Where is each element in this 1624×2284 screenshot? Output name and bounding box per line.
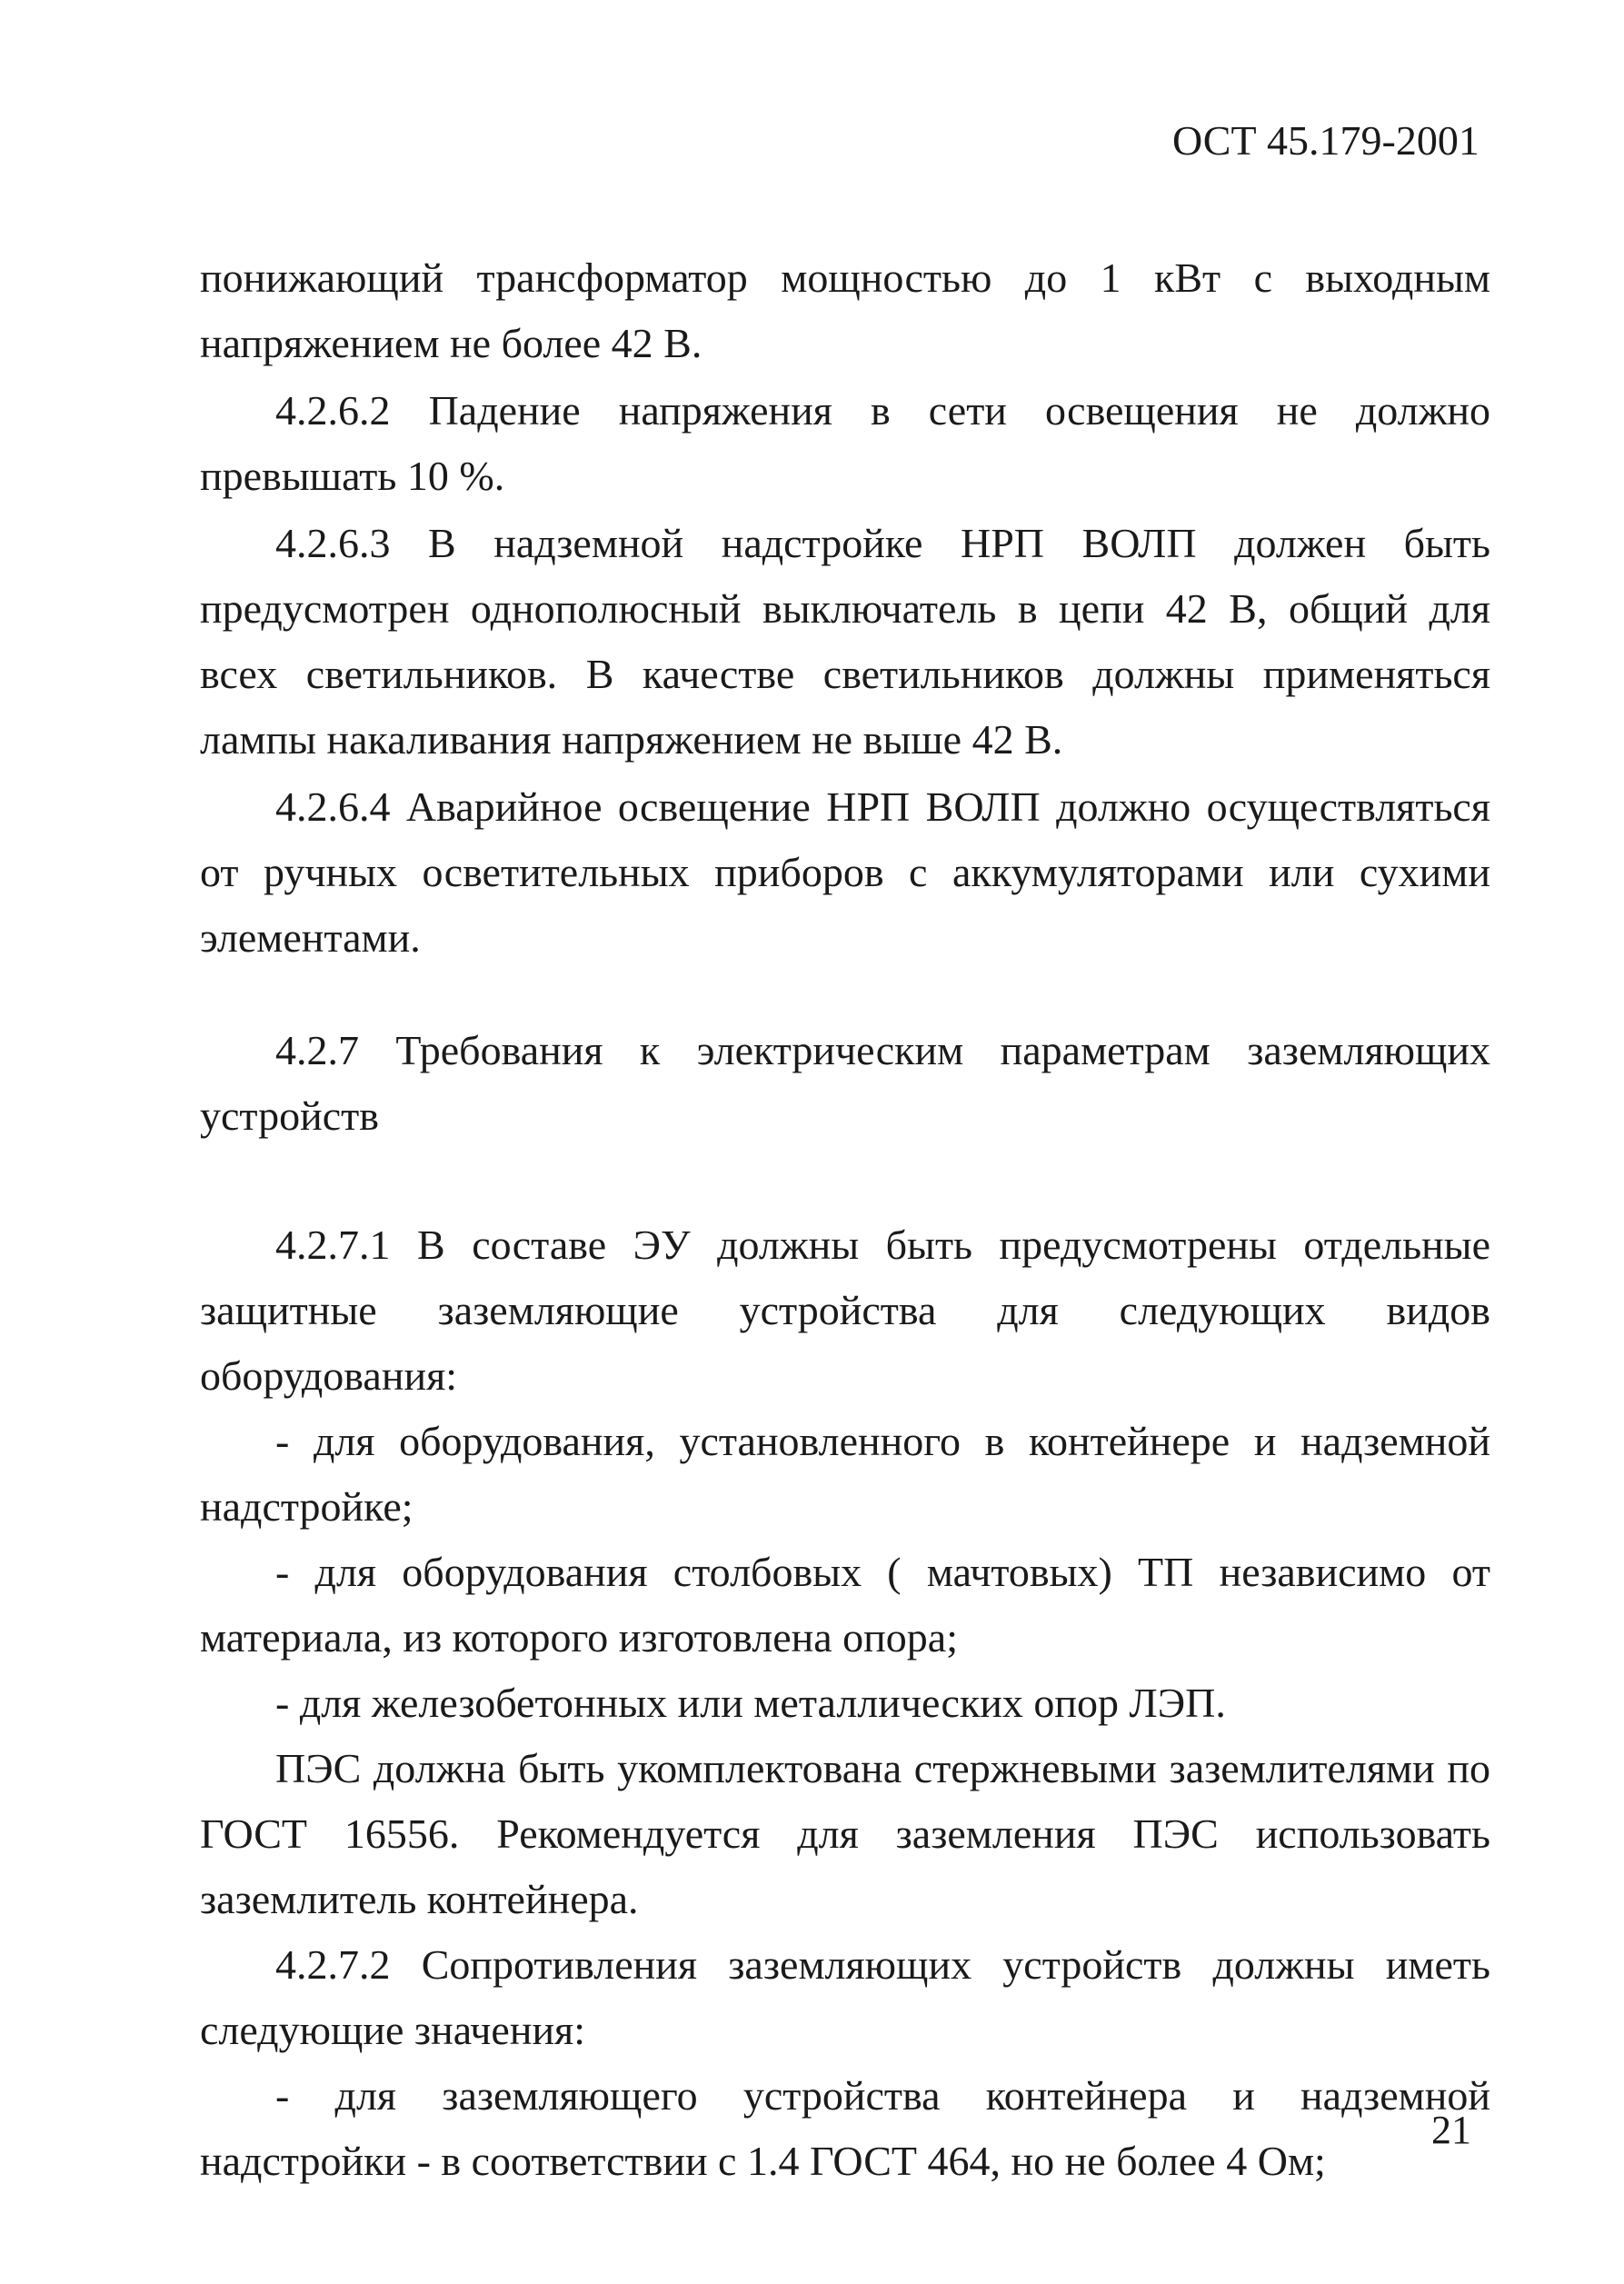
list-item: - для заземляющего устройства контейнера и надземной надстройки - в соответствии с 1.4 ГОСТ 464, но не более 4 Ом; bbox=[200, 2072, 1490, 2184]
list-item: - для оборудования столбовых ( мачтовых) ТП независимо от материала, из которого изготовлена опора; bbox=[200, 1549, 1490, 1661]
list-item: - для оборудования, установленного в контейнере и надземной надстройке; bbox=[200, 1418, 1490, 1530]
section-heading-4-2-7: 4.2.7 Требования к электрическим параметрам заземляющих устройств bbox=[200, 1027, 1490, 1139]
paragraph-pes-grounding: ПЭС должна быть укомплектована стержневыми заземлителями по ГОСТ 16556. Рекомендуется для заземления ПЭС использовать заземлитель контейнера. bbox=[200, 1745, 1490, 1922]
paragraph-4-2-6-4: 4.2.6.4 Аварийное освещение НРП ВОЛП должно осуществляться от ручных осветительных приборов с аккумуляторами или сухими элементами. bbox=[200, 783, 1490, 961]
document-code: ОСТ 45.179-2001 bbox=[1172, 117, 1480, 164]
page-body bbox=[200, 245, 1490, 2194]
page-number: 21 bbox=[1431, 2108, 1471, 2152]
paragraph-4-2-7-2: 4.2.7.2 Сопротивления заземляющих устройств должны иметь следующие значения: bbox=[200, 1941, 1490, 2053]
paragraph-4-2-6-3: 4.2.6.3 В надземной надстройке НРП ВОЛП должен быть предусмотрен однополюсный выключатель в цепи 42 В, общий для всех светильников. В качестве светильников должны применяться лампы накаливания напряжением не выше 42 В. bbox=[200, 520, 1490, 763]
list-item: - для железобетонных или металлических опор ЛЭП. bbox=[275, 1680, 1226, 1726]
paragraph-4-2-6-2: 4.2.6.2 Падение напряжения в сети освещения не должно превышать 10 %. bbox=[200, 387, 1490, 499]
paragraph-4-2-7-1: 4.2.7.1 В составе ЭУ должны быть предусмотрены отдельные защитные заземляющие устройства для следующих видов оборудования: bbox=[200, 1222, 1490, 1399]
paragraph-continuation: понижающий трансформатор мощностью до 1 кВт с выходным напряжением не более 42 В. bbox=[200, 254, 1490, 366]
